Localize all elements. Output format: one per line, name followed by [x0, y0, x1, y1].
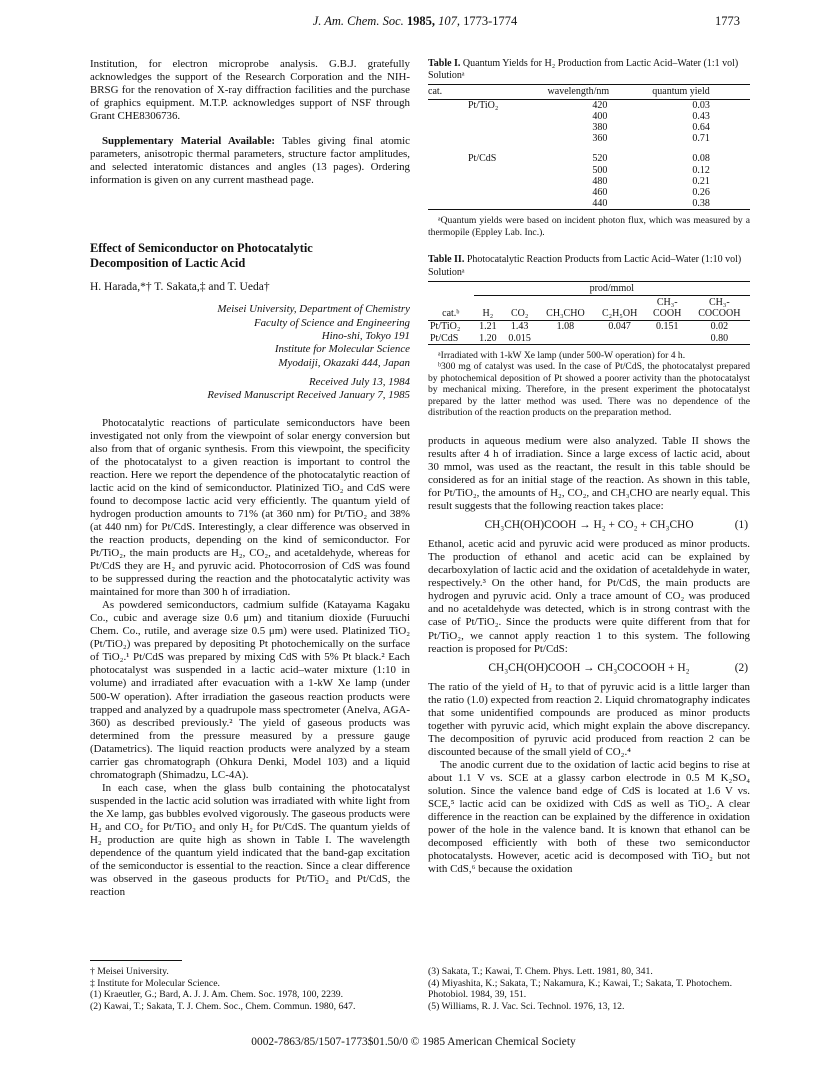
table1-cell: 400 [592, 110, 608, 122]
table1-cell [428, 198, 548, 210]
footnote: ‡ Institute for Molecular Science. [90, 977, 220, 989]
table2 [428, 281, 750, 345]
body-paragraph: products in aqueous medium were also analyzed. Table II shows the results after 4 h of irradiation. Since a large excess of lactic acid, about 30 mmol, was used as the reactant, the result in this table should be considered as for an initial stage of the reaction. As shown in this table, for Pt/TiO₂, the amounts of H₂, CO₂, and CH₃CHO are nearly equal. This result suggests that the following reaction takes place: [428, 434, 750, 513]
table2-cell: 0.047 [608, 321, 631, 333]
affiliation-line: Myodaiji, Okazaki 444, Japan [278, 356, 410, 369]
body-paragraph: The anodic current due to the oxidation of lactic acid begins to rise at about 1.1 V vs. SCE at a glassy carbon electrode in 0.5 M K₂SO₄ solution. Since the valence band edge of CdS is located at 1.6 V vs. SCE,⁵ lactic acid can be oxidized with CdS as well as TiO₂. A clear difference in the reaction can be explained by the difference in oxidation power of the hole in the valence band. It is known that ethanol can be decomposed efficiently with both of these two semiconductor photocatalysts. However, acetic acid is decomposed with TiO₂ but not with CdS,⁶ because the oxidation [428, 758, 750, 876]
equation-text: CH₃CH(OH)COOH → CH₃COCOOH + H₂ [488, 661, 690, 674]
body-paragraph: In each case, when the glass bulb containing the photocatalyst suspended in the lactic acid solution was irradiated with white light from the Xe lamp, gas bubbles evolved vigorously. The gaseous products were H₂ and CO₂ for Pt/TiO₂ and only H₂ for Pt/CdS. The quantum yields of H₂ production are quite high as shown in Table I. The wavelength dependence of the quantum yield indicated that the band-gap excitation of the semiconductor is essential to the reaction. Since a clear difference was observed in the gaseous products for Pt/TiO₂ and Pt/CdS, the reaction [90, 781, 410, 899]
affiliation-line: Meisei University, Department of Chemistry [217, 303, 410, 316]
table-row [428, 333, 750, 345]
table1-cell: 480 [592, 175, 608, 187]
authors: H. Harada,*† T. Sakata,‡ and T. Ueda† [90, 281, 270, 294]
journal-pages: 1773-1774 [463, 14, 518, 28]
right-column [428, 58, 750, 876]
table1-cell [428, 111, 548, 122]
table2-cell: 0.015 [508, 332, 531, 344]
table2-cell: 0.80 [710, 332, 729, 344]
footnote: (3) Sakata, T.; Kawai, T. Chem. Phys. Lett. 1981, 80, 341. [428, 966, 653, 977]
table2-caption [428, 254, 750, 278]
table1-header: cat. [428, 85, 548, 99]
journal-name: J. Am. Chem. Soc. [312, 14, 404, 28]
running-header [90, 14, 740, 29]
received-dates [90, 376, 410, 403]
affiliation-line: Institute for Molecular Science [274, 343, 410, 356]
title-line: Effect of Semiconductor on Photocatalytic [90, 241, 313, 256]
table1-cell: 0.38 [692, 198, 710, 210]
table2-footnote: ᵃIrradiated with 1-kW Xe lamp (under 500-W operation) for 4 h. [438, 349, 686, 361]
table1-header: quantum yield [652, 85, 750, 99]
table1-header: wavelength/nm [548, 85, 653, 99]
equation-text: CH₃CH(OH)COOH → H₂ + CO₂ + CH₃CHO [484, 519, 694, 532]
affiliation-line: Hino-shi, Tokyo 191 [321, 330, 410, 343]
affiliation-line: Faculty of Science and Engineering [253, 316, 410, 329]
table1-cell: 0.08 [692, 153, 710, 165]
table-row [428, 133, 750, 144]
table2-cell: 1.21 [479, 321, 497, 333]
table2-cell [646, 333, 689, 345]
table-row [428, 187, 750, 198]
table1-footnote: ᵃQuantum yields were based on incident photon flux, which was measured by a thermopile (Eppley Lab. Inc.). [428, 215, 750, 238]
table1-cell: 0.03 [692, 99, 710, 111]
table1-cell: 0.26 [692, 187, 710, 199]
table1-cell [428, 187, 548, 198]
table2-header: cat.ᵇ [428, 296, 474, 321]
journal-year: 1985, [406, 14, 436, 28]
table1-cell: 0.21 [692, 175, 710, 187]
acknowledgment: Institution, for electron microprobe analysis. G.B.J. gratefully acknowledges the support of the Research Corporation and the NIH-BRSG for the renovation of X-ray diffraction facilities and the purchase of graphics equipment. M.T.P. acknowledges support of NSF through Grant CHE8306736. [90, 58, 410, 123]
footnote: † Meisei University. [90, 966, 169, 977]
received-date: Received July 13, 1984 [309, 375, 410, 388]
table-row [428, 321, 750, 333]
footnotes-left [90, 966, 420, 1012]
table1-caption-text: Quantum Yields for H₂ Production from Lactic Acid–Water (1:1 vol) Solutionᵃ [428, 58, 739, 82]
table1-cell: 440 [592, 198, 608, 210]
table1-cell: 520 [592, 153, 608, 165]
equation-number: (2) [734, 661, 748, 674]
table1-cell: 0.64 [692, 122, 710, 134]
equation-2 [428, 662, 750, 675]
page-footer: 0002-7863/85/1507-1773$01.50/0 © 1985 American Chemical Society [251, 1036, 576, 1048]
footnote: (4) Miyashita, K.; Sakata, T.; Nakamura, K.; Kawai, T.; Sakata, T. Photochem. Photobiol. 1984, 39, 151. [428, 977, 733, 1000]
supplementary-material [90, 135, 410, 187]
footnote: (1) Kraeutler, G.; Bard, A. J. J. Am. Chem. Soc. 1978, 100, 2239. [90, 989, 344, 1000]
table2-cell: 1.08 [556, 321, 575, 333]
table1-cell: 0.12 [692, 164, 710, 176]
affiliations [90, 303, 410, 369]
table1-cell: 0.71 [692, 133, 710, 145]
table2-cell: 1.43 [510, 321, 529, 333]
body-paragraph: As powdered semiconductors, cadmium sulfide (Katayama Kagaku Co., cubic and average size 0.6 μm) and titanium dioxide (Furuuchi Chem. Co., rutile, and average size 0.5 μm) were used. Platinized TiO₂ (Pt/TiO₂) was prepared by depositing Pt photochemically on the surface of TiO₂.¹ Pt/CdS was prepared by mixing CdS with 5% Pt black.² Each photocatalyst was suspended in a lactic acid–water mixture (1:10 in volume) and irradiated after evacuation with a 1-kW Xe lamp (under 500-W operation). After irradiation the gaseous reaction products were trapped and analyzed by a quadrupole mass spectrometer (Anelva, AGA-360) as described previously.² The yield of gaseous products was determined from the pressure measured by a pressure gauge (Datametrics). The liquid reaction products were analyzed by a steam carrier gas chromatograph (Ohkura Denki, Model 103) and a liquid chromatograph (Shimadzu, LC-4A). [90, 599, 410, 781]
table-row [428, 176, 750, 187]
table2-header: CH₃- COCOOH [689, 296, 750, 321]
table1-cell [428, 165, 548, 176]
footnote-rule [90, 960, 182, 961]
body-paragraph: Ethanol, acetic acid and pyruvic acid were produced as minor products. The production of ethanol and acetic acid can be explained by decarboxylation of lactic acid and the oxidation of acetaldehyde in water, respectively.³ On the other hand, for Pt/CdS, the main products are hydrogen and pyruvic acid. Only a trace amount of CO₂ was produced and no acetaldehyde was detected, which is in strong contrast with the case of Pt/TiO₂. Since the products were quite different from that for Pt/TiO₂, we cannot apply reaction 1 to this system. The following reaction is proposed for Pt/CdS: [428, 538, 750, 655]
table-row [428, 198, 750, 210]
table1-cell: 380 [592, 122, 608, 134]
table2-footnotes [428, 350, 750, 419]
supplementary-label: Supplementary Material Available: [102, 135, 276, 148]
table2-group-header: prod/mmol [474, 281, 750, 295]
left-column [90, 58, 410, 899]
table2-cell [594, 333, 646, 345]
table-row [428, 111, 750, 122]
table1-cell: 0.43 [692, 110, 710, 122]
supplementary-text: Tables giving final atomic parameters, anisotropic thermal parameters, structure factor amplitudes, and selected interatomic distances and angles (13 pages). Ordering information is given on any current masthead page. [90, 135, 410, 187]
revised-date: Revised Manuscript Received January 7, 1985 [207, 389, 410, 402]
table2-footnote: ᵇ300 mg of catalyst was used. In the case of Pt/CdS, the photocatalyst prepared by photochemical deposition of Pt showed a poorer activity than the photocatalyst by mechanical mixing. Therefore, in the present experiment the photocatalyst prepared by the latter method was used. There was no dependence of the distribution of the reaction products on the preparation method. [428, 361, 750, 419]
article-title [90, 241, 410, 271]
table1-cell: 500 [592, 164, 608, 176]
table1-cell: Pt/CdS [468, 153, 497, 165]
table2-cell [537, 333, 593, 345]
table1-cell: 360 [592, 133, 608, 145]
footnote: (2) Kawai, T.; Sakata, T. J. Chem. Soc., Chem. Commun. 1980, 647. [90, 1000, 356, 1012]
table2-cell: 0.02 [710, 321, 729, 333]
table1 [428, 84, 750, 210]
body-paragraph: Photocatalytic reactions of particulate semiconductors have been investigated not only from the viewpoint of solar energy conversion but also from that of organic synthesis. From this viewpoint, the specificity of the photocatalyst to a given reaction is important to control the reaction. Here we report the dependence of the photocatalytic reaction of lactic acid on the kind of semiconductor. Platinized TiO₂ and CdS were found to decompose lactic acid very efficiently. The quantum yield of hydrogen production amounts to 71% (at 360 nm) for Pt/TiO₂ and 38% (at 440 nm) for Pt/CdS. Interestingly, a clear difference was observed in the reaction products, depending on the kind of semiconductor. For Pt/TiO₂, the main products are H₂, CO₂, and acetaldehyde, whereas for Pt/CdS they are H₂ and pyruvic acid. Photocorrosion of CdS was found to be suppressed during the reaction and the photocatalytic activity was maintained for more than 300 h of irradiation. [90, 416, 410, 599]
table1-cell: 420 [592, 99, 608, 111]
table2-cell: 0.151 [655, 321, 679, 333]
equation-1 [428, 519, 750, 532]
table1-cell: Pt/TiO₂ [468, 99, 499, 111]
table2-cell: Pt/TiO₂ [430, 321, 461, 333]
footnotes-right [428, 966, 750, 1012]
body-paragraph: The ratio of the yield of H₂ to that of pyruvic acid is a little larger than the ratio (1.0) expected from reaction 2. Liquid chromatography indicates that some unidentified compounds are produced as minor products together with pyruvic acid, which might explain the above discrepancy. The decomposition of pyruvic acid produced from reaction 2 can be discounted because of the small yield of CO₂.⁴ [428, 680, 750, 758]
table2-header: CO₂ [502, 296, 537, 321]
table2-header: C₂H₅OH [594, 296, 646, 321]
page-number: 1773 [715, 14, 740, 28]
table2-header: CH₃CHO [537, 296, 593, 321]
title-line: Decomposition of Lactic Acid [90, 256, 246, 271]
table1-cell [428, 133, 548, 144]
equation-number: (1) [734, 519, 748, 532]
table-row [428, 153, 750, 164]
table2-cell: 1.20 [479, 332, 497, 344]
table1-cell: 460 [592, 187, 608, 199]
table2-label: Table II. [428, 254, 465, 266]
table-row [428, 122, 750, 133]
table1-caption [428, 58, 750, 82]
table1-cell [428, 176, 548, 187]
table-row [428, 99, 750, 111]
table1-cell [428, 122, 548, 133]
footnote: (5) Williams, R. J. Vac. Sci. Technol. 1976, 13, 12. [428, 1000, 625, 1012]
table1-label: Table I. [428, 58, 461, 69]
table2-header: CH₃- COOH [646, 296, 689, 321]
table2-cell: Pt/CdS [430, 332, 459, 344]
table-row [428, 165, 750, 176]
journal-volume: 107, [438, 14, 461, 28]
table2-header: H₂ [474, 296, 503, 321]
table2-caption-text: Photocatalytic Reaction Products from Lactic Acid–Water (1:10 vol) Solutionᵃ [428, 254, 742, 278]
